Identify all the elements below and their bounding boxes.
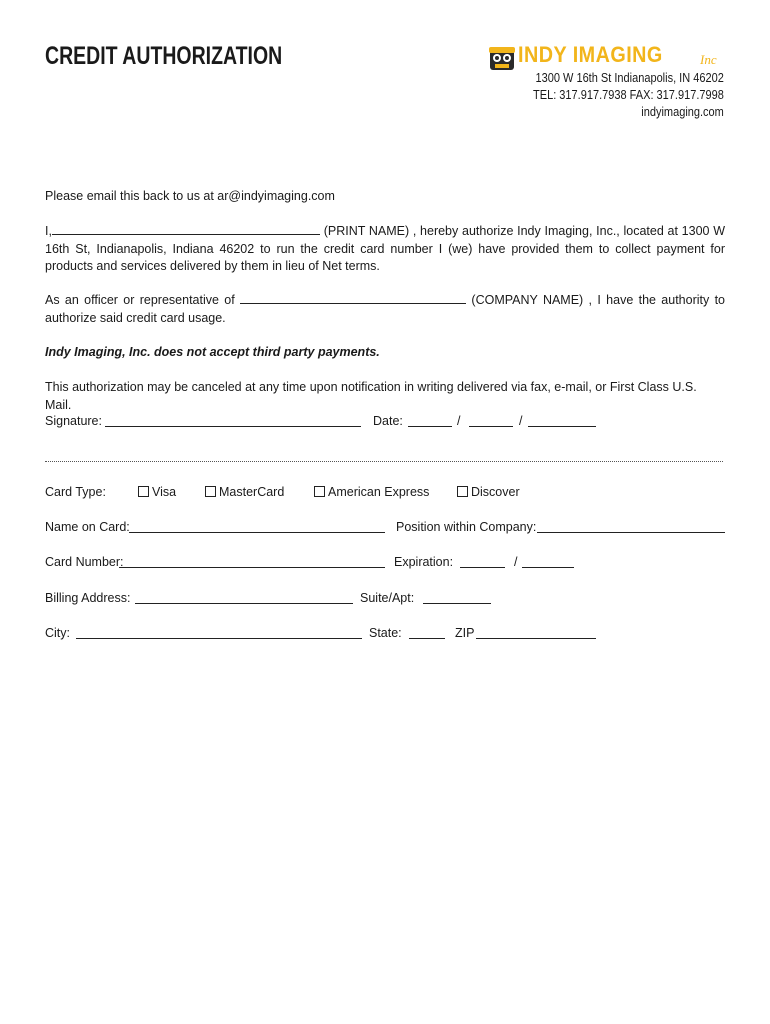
card-number-field[interactable] bbox=[119, 555, 385, 568]
billing-address-label: Billing Address: bbox=[45, 591, 131, 605]
logo-suffix: Inc bbox=[700, 52, 717, 67]
company-contact bbox=[507, 70, 724, 121]
state-field[interactable] bbox=[409, 626, 445, 639]
expiration-separator: / bbox=[514, 555, 518, 569]
signature-row bbox=[45, 414, 725, 434]
checkbox-icon[interactable] bbox=[457, 486, 468, 497]
card-option-visa[interactable]: Visa bbox=[138, 485, 176, 499]
company-website: indyimaging.com bbox=[641, 105, 724, 119]
date-separator: / bbox=[519, 414, 523, 428]
authorization-paragraph: I, (PRINT NAME) , hereby authorize Indy Imaging, Inc., located at 1300 W 16th St, Indianapolis, Indiana 46202 to run the credit card number I (we) have provided them to collect payment for products and services delivered by them in lieu of Net terms. bbox=[45, 224, 725, 273]
officer-paragraph: As an officer or representative of (COMPANY NAME) , I have the authority to authorize said credit card usage. bbox=[45, 293, 726, 325]
card-type-row bbox=[45, 485, 725, 505]
position-field[interactable] bbox=[537, 520, 725, 533]
name-on-card-label: Name on Card: bbox=[45, 520, 130, 534]
expiration-year-field[interactable] bbox=[522, 555, 574, 568]
zip-field[interactable] bbox=[476, 626, 596, 639]
company-phone-fax: TEL: 317.917.7938 FAX: 317.917.7998 bbox=[533, 88, 724, 102]
company-address: 1300 W 16th St Indianapolis, IN 46202 bbox=[535, 71, 724, 85]
expiration-month-field[interactable] bbox=[460, 555, 505, 568]
checkbox-icon[interactable] bbox=[138, 486, 149, 497]
print-name-field[interactable] bbox=[52, 222, 320, 235]
cancellation-notice: This authorization may be canceled at any time upon notification in writing delivered via fax, e-mail, or First Class U.S. Mail. bbox=[45, 380, 697, 412]
checkbox-icon[interactable] bbox=[205, 486, 216, 497]
zip-label: ZIP bbox=[455, 626, 475, 640]
state-label: State: bbox=[369, 626, 402, 640]
name-on-card-field[interactable] bbox=[129, 520, 385, 533]
position-label: Position within Company: bbox=[396, 520, 537, 534]
billing-address-field[interactable] bbox=[135, 591, 353, 604]
name-on-card-row bbox=[45, 520, 725, 540]
card-option-american-express[interactable]: American Express bbox=[314, 485, 429, 499]
signature-field[interactable] bbox=[105, 414, 361, 427]
date-month-field[interactable] bbox=[408, 414, 452, 427]
suite-label: Suite/Apt: bbox=[360, 591, 415, 605]
city-field[interactable] bbox=[76, 626, 362, 639]
card-option-discover[interactable]: Discover bbox=[457, 485, 520, 499]
card-type-label: Card Type: bbox=[45, 485, 106, 499]
city-label: City: bbox=[45, 626, 70, 640]
section-divider bbox=[45, 461, 723, 462]
page-title: CREDIT AUTHORIZATION bbox=[45, 42, 283, 70]
date-separator: / bbox=[457, 414, 461, 428]
third-party-notice: Indy Imaging, Inc. does not accept third party payments. bbox=[45, 345, 380, 359]
date-year-field[interactable] bbox=[528, 414, 596, 427]
date-day-field[interactable] bbox=[469, 414, 513, 427]
company-name-field[interactable] bbox=[240, 291, 466, 304]
card-number-label: Card Number: bbox=[45, 555, 124, 569]
signature-label: Signature: bbox=[45, 414, 102, 428]
checkbox-icon[interactable] bbox=[314, 486, 325, 497]
logo-wordmark: INDY IMAGING bbox=[518, 42, 663, 67]
city-state-zip-row bbox=[45, 626, 725, 646]
expiration-label: Expiration: bbox=[394, 555, 454, 569]
suite-field[interactable] bbox=[423, 591, 491, 604]
card-option-mastercard[interactable]: MasterCard bbox=[205, 485, 284, 499]
date-label: Date: bbox=[373, 414, 403, 428]
email-instruction: Please email this back to us at ar@indyimaging.com bbox=[45, 189, 335, 203]
billing-address-row bbox=[45, 591, 725, 611]
card-number-row bbox=[45, 555, 725, 575]
